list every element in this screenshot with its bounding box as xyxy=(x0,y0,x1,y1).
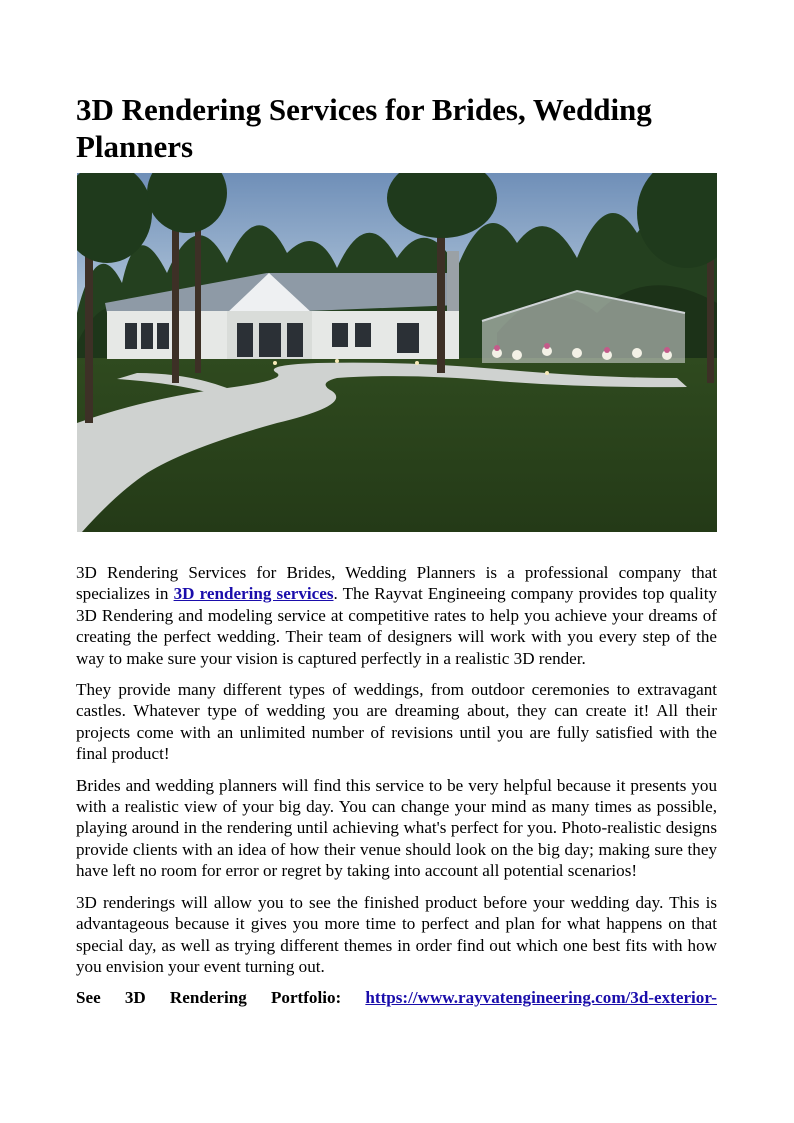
paragraph-intro xyxy=(76,562,717,669)
venue-render-image xyxy=(77,173,717,532)
paragraph-benefits: 3D renderings will allow you to see the finished product before your wedding day. This is advantageous because it gives you more time to perfect and plan for what happens on that special day, as well as trying different themes in order find out which one best fits with how you envision your event turning out. xyxy=(76,892,717,976)
portfolio-line xyxy=(76,987,717,1008)
portfolio-label: See 3D Rendering Portfolio: xyxy=(76,988,342,1008)
paragraph-intro-text-a: 3D Rendering Services for Brides, Wedding Planners is a professional company that specializes in xyxy=(76,563,717,604)
portfolio-link[interactable]: https://www.rayvatengineering.com/3d-exterior- xyxy=(365,988,717,1008)
rendering-services-link[interactable]: 3D rendering services xyxy=(173,584,334,604)
paragraph-wedding-types: They provide many different types of weddings, from outdoor ceremonies to extravagant castles. Whatever type of wedding you are dreaming about, they can create it! All their projects come with an unlimited number of revisions until you are fully satisfied with the final product! xyxy=(76,680,717,764)
page-title: 3D Rendering Services for Brides, Wedding Planners xyxy=(76,92,652,164)
article-body xyxy=(76,562,717,1019)
paragraph-intro-text-b: . The Rayvat Engineeing company provides top quality 3D Rendering and modeling service at competitive rates to help you achieve your dreams of creating the perfect wedding. Their team of designers will work with you every step of the way to make sure your vision is captured perfectly in a realistic 3D render. xyxy=(76,584,717,668)
paragraph-planners: Brides and wedding planners will find this service to be very helpful because it presents you with a realistic view of your big day. You can change your mind as many times as possible, playing around in the rendering until achieving what's perfect for you. Photo-realistic designs provide clients with an idea of how their venue should look on the big day; making sure they have left no room for error or regret by taking into account all potential scenarios! xyxy=(76,775,717,881)
